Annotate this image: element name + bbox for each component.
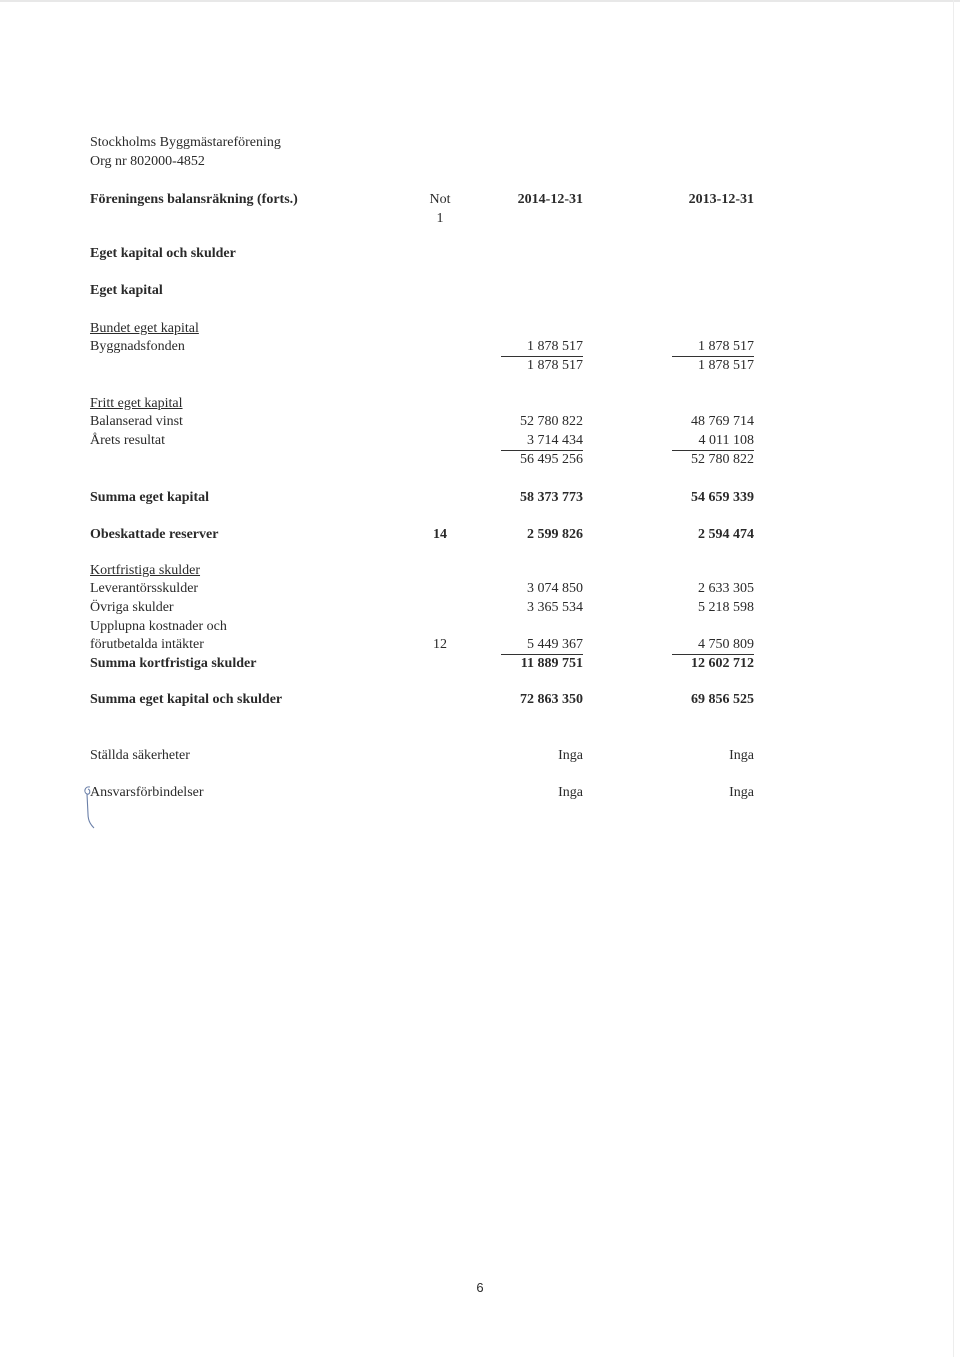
ansvar-2013: Inga xyxy=(729,785,754,800)
row-label-upplupna-1: Upplupna kostnader och xyxy=(90,619,227,634)
row-label-ovriga: Övriga skulder xyxy=(90,600,174,615)
obeskattade-not: 14 xyxy=(433,527,447,542)
ovriga-2013: 5 218 598 xyxy=(698,600,754,615)
stallda-2013: Inga xyxy=(729,748,754,763)
row-label-summa-total: Summa eget kapital och skulder xyxy=(90,692,283,707)
upplupna-2014 xyxy=(453,636,583,655)
col-2014-header: 2014-12-31 xyxy=(517,192,583,207)
bundet-sum-2013: 1 878 517 xyxy=(698,358,754,373)
arets-2014 xyxy=(453,432,583,451)
org-name: Stockholms Byggmästareförening xyxy=(90,135,281,150)
upplupna-2013-value: 4 750 809 xyxy=(672,636,754,655)
byggnadsfonden-2013 xyxy=(624,338,754,357)
summa-eget-2013: 54 659 339 xyxy=(691,490,754,505)
section-equity-liabilities: Eget kapital och skulder xyxy=(90,246,236,261)
page-number: 6 xyxy=(476,1280,484,1295)
leverantor-2013: 2 633 305 xyxy=(698,581,754,596)
byggnadsfonden-2014 xyxy=(453,338,583,357)
section-equity: Eget kapital xyxy=(90,283,163,298)
row-label-summa-eget: Summa eget kapital xyxy=(90,490,209,505)
arets-2013-value: 4 011 108 xyxy=(672,432,754,451)
stallda-2014: Inga xyxy=(558,748,583,763)
scan-edge-right xyxy=(953,0,954,1357)
obeskattade-2014: 2 599 826 xyxy=(527,527,583,542)
row-label-balanserad: Balanserad vinst xyxy=(90,414,183,429)
ansvar-2014: Inga xyxy=(558,785,583,800)
row-label-leverantor: Leverantörsskulder xyxy=(90,581,199,596)
obeskattade-2013: 2 594 474 xyxy=(698,527,754,542)
balanserad-2014: 52 780 822 xyxy=(520,414,583,429)
leverantor-2014: 3 074 850 xyxy=(527,581,583,596)
statement-title: Föreningens balansräkning (forts.) xyxy=(90,192,298,207)
upplupna-not: 12 xyxy=(433,637,447,652)
summa-kortfristiga-2013: 12 602 712 xyxy=(691,656,754,671)
not-header: Not xyxy=(429,192,451,207)
fritt-sum-2013: 52 780 822 xyxy=(691,452,754,467)
summa-eget-2014: 58 373 773 xyxy=(520,490,583,505)
summa-total-2013: 69 856 525 xyxy=(691,692,754,707)
row-label-summa-kortfristiga: Summa kortfristiga skulder xyxy=(90,656,257,671)
bundet-sum-2014: 1 878 517 xyxy=(527,358,583,373)
arets-2014-value: 3 714 434 xyxy=(501,432,583,451)
ovriga-2014: 3 365 534 xyxy=(527,600,583,615)
org-number: Org nr 802000-4852 xyxy=(90,154,205,169)
row-label-stallda: Ställda säkerheter xyxy=(90,748,190,763)
row-label-obeskattade: Obeskattade reserver xyxy=(90,527,219,542)
summa-total-2014: 72 863 350 xyxy=(520,692,583,707)
not-header-value: 1 xyxy=(436,211,444,226)
handwritten-mark xyxy=(76,784,98,832)
row-label-ansvar: Ansvarsförbindelser xyxy=(90,785,204,800)
scan-edge-top xyxy=(0,0,960,2)
row-label-upplupna-2: förutbetalda intäkter xyxy=(90,637,204,652)
fritt-sum-2014: 56 495 256 xyxy=(520,452,583,467)
upplupna-2013 xyxy=(624,636,754,655)
upplupna-2014-value: 5 449 367 xyxy=(501,636,583,655)
row-label-arets: Årets resultat xyxy=(90,433,166,448)
section-restricted-equity: Bundet eget kapital xyxy=(90,321,199,336)
section-free-equity: Fritt eget kapital xyxy=(90,396,183,411)
byggnadsfonden-2013-value: 1 878 517 xyxy=(672,338,754,357)
summa-kortfristiga-2014: 11 889 751 xyxy=(520,656,583,671)
byggnadsfonden-2014-value: 1 878 517 xyxy=(501,338,583,357)
col-2013-header: 2013-12-31 xyxy=(688,192,754,207)
arets-2013 xyxy=(624,432,754,451)
row-label-byggnadsfonden: Byggnadsfonden xyxy=(90,339,185,354)
section-short-term: Kortfristiga skulder xyxy=(90,563,201,578)
balanserad-2013: 48 769 714 xyxy=(691,414,754,429)
